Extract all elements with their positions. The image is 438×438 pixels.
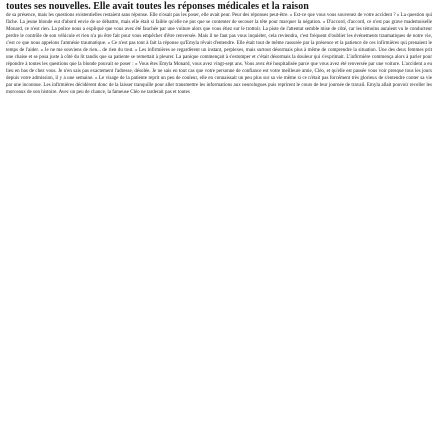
document-page bbox=[2, 0, 436, 438]
lead-line: toutes ses nouvelles. Elle avait toutes les réponses médicales et la raison bbox=[6, 1, 309, 12]
body-paragraph: de sa présence, mais les questions existentielles restaient sans réponse. Elle n'osait pas les poser, elle avait peur. Peur des réponses peut-être. « Est-ce que vous vous souvenez de votre accident ? » La question qui fâche. La jeune blonde eut d'abord envie de se débattre, mais elle était si faible qu'elle ne put que se contenter de secouer la tête pour marquer la négation. « D'accord, d'accord, ce n'est pas grave mademoiselle Monard, ce n'est rien. La police nous a expliqué que vous avez été fauchée par une voiture alors que vous étiez sur le trottoir. La piste de l'attentat semble mise de côté, car les témoins auraient vu le conducteur perdre le contrôle de son véhicule et rien n'a pu être fait pour vous empêcher d'être renversée. Mais il ne faut pas vous inquiéter, cela reviendra, c'est fréquent d'oublier les événements traumatiques de notre vie, c'est ce que nous appelons l'amnésie traumatique. » Ce n'est pas tout à fait la réponse qu'Emyla rêvait d'entendre. Elle était tout de même rassurée par la présence et la patience de ces infirmières qui prenaient le temps de l'aider. « Je ne me souviens de rien... de rien du tout. » Les infirmières se regardèrent un instant, perplexes, mais surtout désormais plus à même de comprendre la situation. Une des deux femmes prit une chaise et se posa juste à côté du lit tandis que sa patiente se remettait à pleurer. La panique commençait à s'estomper et c'était désormais la douleur qui s'exprimait. L'infirmière commença alors à parler pour répondre à toutes les questions que la blonde pouvait se poser : « Vous êtes Emyla Monard, vous avez vingt-sept ans. Vous avez été hospitalisée parce que vous avez été renversée par une voiture. L'accident a eu lieu en bas de chez vous. Je n'en sais pas exactement l'adresse, désolée. Je ne sais en tout cas que votre personne de confiance est votre meilleure amie, Cléo, et qu'elle est passée vous voir presque tous les jours depuis votre admission, il y a une semaine. » Le visage de la patiente reprit un peu de couleur, elle en connaissait un peu plus sur sa vie même si ce n'était pas forcément très glorieux de s'entendre conter sa vie par une inconnue. Les infirmières décidèrent donc de la laisser tranquille pour aller transmettre les informations aux neurologues puis reprirent le cours de leur journée de travail. Emyla allait pouvoir recoller les morceaux de son histoire. Avec un peu de chance, la fameuse Cléo ne tarderait pas et toutes bbox=[6, 13, 432, 96]
